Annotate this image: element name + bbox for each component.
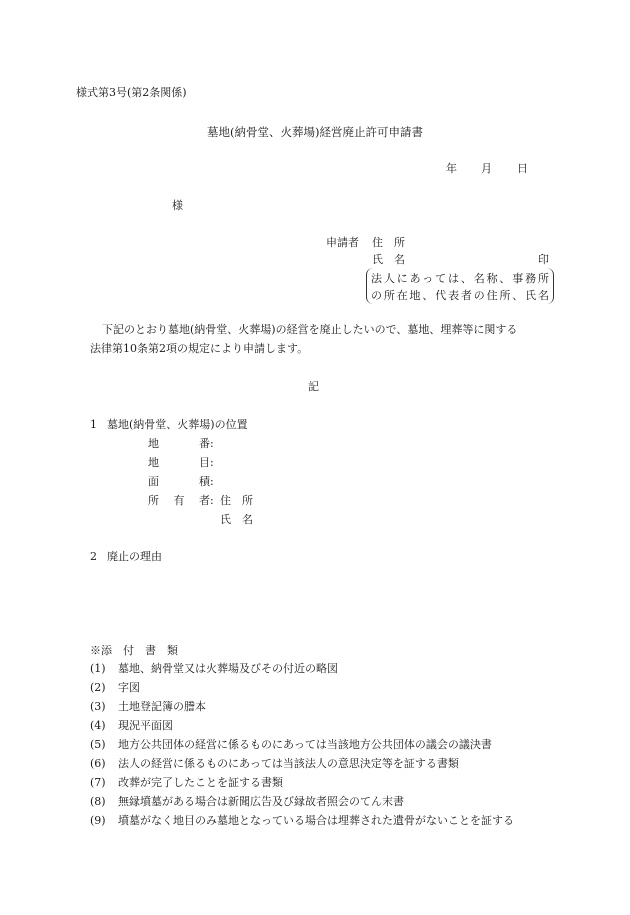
field-owner: 所有者: 住 所 <box>148 494 253 507</box>
section2-title: 廃止の理由 <box>107 550 162 563</box>
attachments-heading: ※添 付 書 類 <box>90 644 178 657</box>
attachment-item: (4) 現況平面図 <box>90 719 173 732</box>
seal-mark: 印 <box>538 253 549 266</box>
attachment-item: (3) 土地登記簿の謄本 <box>90 700 206 713</box>
field-label: 地目 <box>148 456 210 469</box>
ki-heading: 記 <box>308 380 319 393</box>
attachment-item: (7) 改葬が完了したことを証する書類 <box>90 776 283 789</box>
attachment-item: (5) 地方公共団体の経営に係るものにあっては当該地方公共団体の議会の議決書 <box>90 738 492 751</box>
body-line2: 法律第10条第2項の規定により申請します。 <box>90 342 309 355</box>
attachment-item: (9) 墳墓がなく地目のみ墓地となっている場合は埋葬された遺骨がないことを証する <box>90 814 514 827</box>
attachment-item: (8) 無縁墳墓がある場合は新聞広告及び縁故者照会のてん末書 <box>90 795 404 808</box>
field-lot-number: 地番: <box>148 437 214 450</box>
field-label: 面積 <box>148 475 210 488</box>
section2-number: 2 <box>90 550 97 563</box>
attachment-item: (6) 法人の経営に係るものにあっては当該法人の意思決定等を証する書類 <box>90 757 459 770</box>
section1-number: 1 <box>90 418 97 431</box>
attachment-item: (1) 墓地、納骨堂又は火葬場及びその付近の略図 <box>90 662 338 675</box>
corporate-note-line1: 法人にあっては、名称、事務所 <box>371 272 549 285</box>
section1-title: 墓地(納骨堂、火葬場)の位置 <box>107 418 248 431</box>
attachment-item: (2) 字図 <box>90 681 140 694</box>
date-year: 年 <box>446 162 457 175</box>
document-title: 墓地(納骨堂、火葬場)経営廃止許可申請書 <box>207 125 423 139</box>
corporate-note-bracket <box>366 268 554 304</box>
owner-address-label: 住 所 <box>220 494 253 507</box>
applicant-label: 申請者 <box>326 236 359 249</box>
body-line1: 下記のとおり墓地(納骨堂、火葬場)の経営を廃止したいので、墓地、埋葬等に関する <box>102 323 518 336</box>
form-number: 様式第3号(第2条関係) <box>76 86 187 99</box>
applicant-name-label: 氏 名 <box>372 253 405 266</box>
addressee-suffix: 様 <box>172 199 183 212</box>
corporate-note-line2: の所在地、代表者の住所、氏名 <box>371 289 549 302</box>
field-area: 面積: <box>148 475 214 488</box>
field-label: 地番 <box>148 437 210 450</box>
field-land-category: 地目: <box>148 456 214 469</box>
date-day: 日 <box>517 162 528 175</box>
owner-name-label: 氏 名 <box>220 513 253 526</box>
field-label: 所有者 <box>148 494 210 507</box>
date-month: 月 <box>481 162 492 175</box>
applicant-address-label: 住 所 <box>372 236 405 249</box>
